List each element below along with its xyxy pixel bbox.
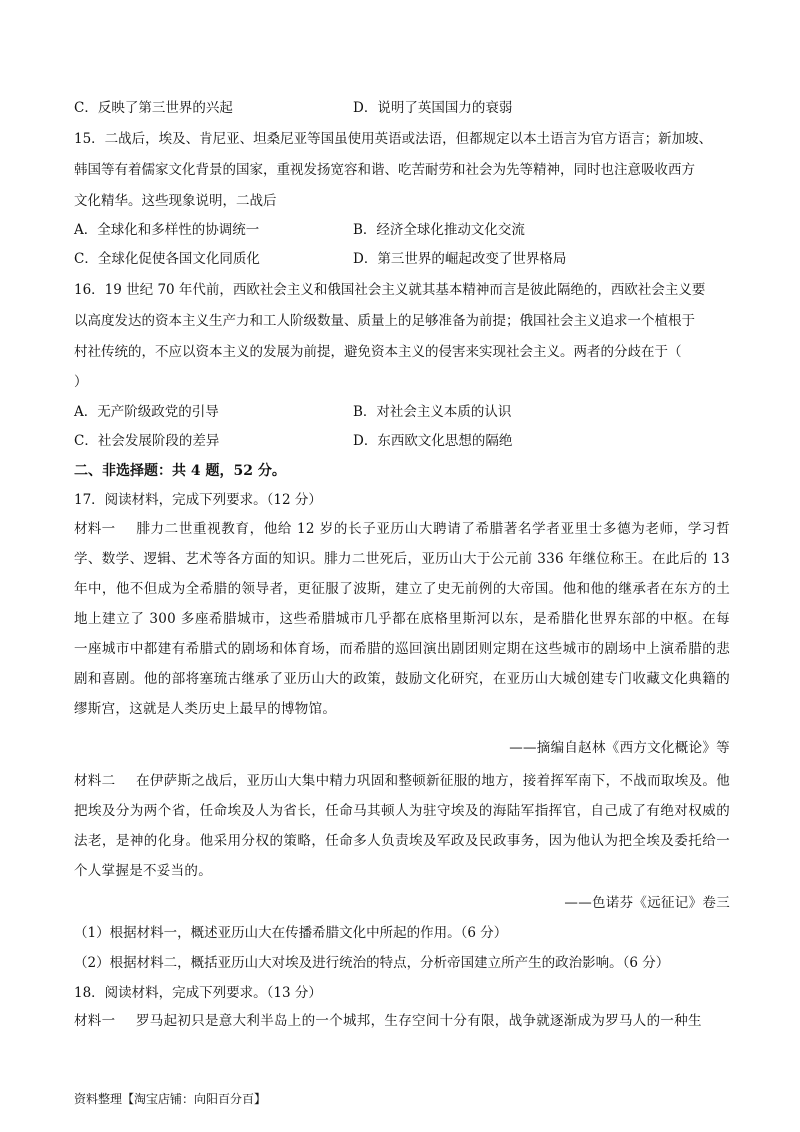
q17-subquestion-2: （2）根据材料二，概括亚历山大对埃及进行统治的特点，分析帝国建立所产生的政治影响。（6 分） xyxy=(74,955,670,971)
page-footer: 资料整理【淘宝店铺：向阳百分百】 xyxy=(74,1092,267,1106)
q17-material-2 xyxy=(74,766,730,886)
q16-stem-line-2: 以高度发达的资本主义生产力和工人阶级数量、质量上的足够准备为前提；俄国社会主义追求一个植根于 xyxy=(74,313,695,329)
q17-subquestion-1: （1）根据材料一，概述亚历山大在传播希腊文化中所起的作用。（6 分） xyxy=(74,925,508,941)
q17-material-1-source: ——摘编自赵林《西方文化概论》等 xyxy=(509,740,730,756)
q18-material-1 xyxy=(74,1006,730,1036)
q17-material-2-text: 在伊萨斯之战后，亚历山大集中精力巩固和整顿新征服的地方，接着挥军南下，不战而取埃及。他把埃及分为两个省，任命埃及人为省长，任命马其顿人为驻守埃及的海陆军指挥官，自己成了有绝对权威的法老，是神的化身。他采用分权的策略，任命多人负责埃及军政及民政事务，因为他认为把全埃及委托给一个人掌握是不妥当的。 xyxy=(74,773,730,879)
q17-material-2-source: ——色诺芬《远征记》卷三 xyxy=(564,895,730,911)
section-2-title: 二、非选择题：共 4 题，52 分。 xyxy=(74,463,286,479)
q18-material-1-tag: 材料一 xyxy=(74,1013,116,1029)
q16-stem-line-3: 村社传统的，不应以资本主义的发展为前提，避免资本主义的侵害来实现社会主义。两者的分歧在于（ xyxy=(74,344,682,360)
q16-stem-line-1: 16．19 世纪 70 年代前，西欧社会主义和俄国社会主义就其基本精神而言是彼此隔绝的，西欧社会主义要 xyxy=(74,282,706,298)
q15-stem-line-2: 韩国等有着儒家文化背景的国家，重视发扬宽容和谐、吃苦耐劳和社会为先等精神，同时也注意吸收西方 xyxy=(74,162,695,178)
q14-option-d: D．说明了英国国力的衰弱 xyxy=(353,100,513,116)
q17-stem: 17．阅读材料，完成下列要求。（12 分） xyxy=(74,492,322,508)
q16-option-b: B．对社会主义本质的认识 xyxy=(353,404,512,420)
q15-stem-line-1: 15．二战后，埃及、肯尼亚、坦桑尼亚等国虽使用英语或法语，但都规定以本土语言为官方语言；新加坡、 xyxy=(74,131,713,147)
q17-material-1 xyxy=(74,514,730,724)
q15-option-d: D．第三世界的崛起改变了世界格局 xyxy=(353,251,567,267)
q16-option-a: A．无产阶级政党的引导 xyxy=(74,404,219,420)
q16-stem-line-4: ） xyxy=(74,374,88,390)
q17-material-2-tag: 材料二 xyxy=(74,773,116,789)
q15-option-a: A．全球化和多样性的协调统一 xyxy=(74,222,260,238)
q15-option-b: B．经济全球化推动文化交流 xyxy=(353,222,525,238)
q14-option-c: C．反映了第三世界的兴起 xyxy=(74,100,233,116)
q17-material-1-tag: 材料一 xyxy=(74,521,116,537)
q16-option-c: C．社会发展阶段的差异 xyxy=(74,433,220,449)
q18-material-1-text: 罗马起初只是意大利半岛上的一个城邦，生存空间十分有限，战争就逐渐成为罗马人的一种生 xyxy=(136,1013,702,1029)
q16-option-d: D．东西欧文化思想的隔绝 xyxy=(353,433,513,449)
q18-stem: 18．阅读材料，完成下列要求。（13 分） xyxy=(74,985,322,1001)
q15-stem-line-3: 文化精华。这些现象说明，二战后 xyxy=(74,193,277,209)
q15-option-c: C．全球化促使各国文化同质化 xyxy=(74,251,260,267)
q17-material-1-text: 腓力二世重视教育，他给 12 岁的长子亚历山大聘请了希腊著名学者亚里士多德为老师，学习哲学、数学、逻辑、艺术等各方面的知识。腓力二世死后，亚历山大于公元前 336 年继位称王。在此后的 13 年中，他不但成为全希腊的领导者，更征服了波斯，建立了史无前例的大帝国。他和他的继承者在东方的土地上建立了 300 多座希腊城市，这些希腊城市几乎都在底格里斯河以东，是希腊化世界东部的中枢。在每一座城市中都建有希腊式的剧场和体育场，而希腊的巡回演出剧团则定期在这些城市的剧场中上演希腊的悲剧和喜剧。他的部将塞琉古继承了亚历山大的政策，鼓励文化研究，在亚历山大城创建专门收藏文化典籍的缪斯宫，这就是人类历史上最早的博物馆。 xyxy=(74,521,730,717)
